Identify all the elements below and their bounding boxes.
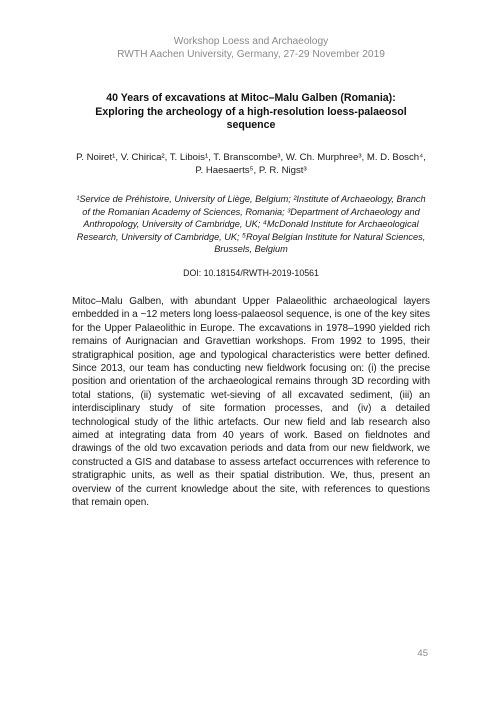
header-venue: RWTH Aachen University, Germany, 27-29 November 2019 <box>117 48 385 60</box>
page-number: 45 <box>417 648 428 659</box>
running-header <box>0 36 502 61</box>
header-workshop-name: Workshop Loess and Archaeology <box>173 36 329 47</box>
doi-line: DOI: 10.18154/RWTH-2019-10561 <box>183 268 319 278</box>
affiliation-list: ¹Service de Préhistoire, University of Liège, Belgium; ²Institute of Archaeology, Branch of the Romanian Academy of Sciences, Romania; ³Department of Archaeology and Anthropology, University of Cambridge, UK; ⁴McDonald Institute for Archaeological Research, University of Cambridge, UK; ⁵Royal Belgian Institute for Natural Sciences, Brussels, Belgium <box>76 194 426 255</box>
paper-title: 40 Years of excavations at Mitoc–Malu Galben (Romania): Exploring the archeology of a high-resolution loess-palaeosol sequence <box>95 92 407 132</box>
abstract-text: Mitoc–Malu Galben, with abundant Upper Palaeolithic archaeological layers embedded in a ~12 meters long loess-palaeosol sequence, is one of the key sites for the Upper Palaeolithic in Europe. The excavations in 1978–1990 yielded rich remains of Aurignacian and Gravettian workshops. From 1992 to 1995, their stratigraphical position, age and typological characteristics were better defined. Since 2013, our team has conducting new fieldwork focusing on: (i) the precise position and orientation of the archaeological remains through 3D recording with total stations, (ii) systematic wet-sieving of all excavated sediment, (iii) an interdisciplinary study of site formation processes, and (iv) a detailed technological study of the lithic artefacts. Our new field and lab research also aimed at integrating data from 40 years of work. Based on fieldnotes and drawings of the old two excavation periods and data from our new fieldwork, we constructed a GIS and database to assess artefact occurrences with reference to stratigraphic units, as well as their spatial distribution. We, thus, present an overview of the current knowledge about the site, with references to questions that remain open. <box>72 296 430 509</box>
author-list: P. Noiret¹, V. Chirica², T. Libois¹, T. Branscombe³, W. Ch. Murphree³, M. D. Bosch⁴, P. Haesaerts⁵, P. R. Nigst³ <box>76 152 426 176</box>
